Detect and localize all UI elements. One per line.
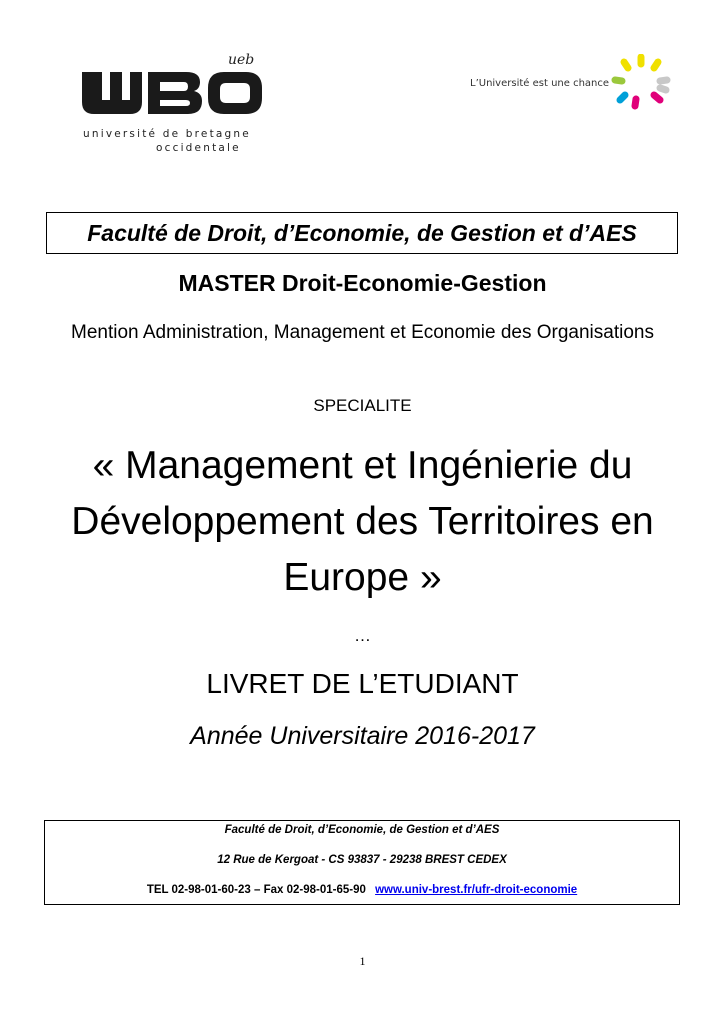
page-number: 1 <box>359 954 366 968</box>
contact-phone-fax: TEL 02-98-01-60-23 – Fax 02-98-01-65-90 <box>146 884 366 896</box>
livret-title: LIVRET DE L’ETUDIANT <box>206 668 519 699</box>
specialite-label: SPECIALITE <box>313 396 412 415</box>
wbo-subtitle-line2: occidentale <box>156 142 241 154</box>
faculty-header: Faculté de Droit, d’Economie, de Gestion et d’AES <box>46 212 678 254</box>
main-title: « Management et Ingénierie du Développement des Territoires en Europe » <box>71 444 654 599</box>
university-tagline: L’Université est une chance <box>470 78 610 89</box>
contact-box <box>44 820 680 905</box>
academic-year: Année Universitaire 2016-2017 <box>190 722 535 750</box>
ellipsis: … <box>354 626 371 645</box>
contact-address: 12 Rue de Kergoat - CS 93837 - 29238 BREST CEDEX <box>217 854 507 866</box>
master-title: MASTER Droit-Economie-Gestion <box>178 270 547 296</box>
ueb-mark: ueb <box>228 52 255 68</box>
mention-text: Mention Administration, Management et Economie des Organisations <box>71 322 654 343</box>
wbo-subtitle-line1: université de bretagne <box>83 128 251 140</box>
contact-phone-line <box>45 884 679 896</box>
wbo-logo-mark <box>78 58 268 128</box>
website-link[interactable]: www.univ-brest.fr/ufr-droit-economie <box>375 884 578 896</box>
contact-faculty: Faculté de Droit, d’Economie, de Gestion et d’AES <box>224 824 500 836</box>
wbo-logo <box>78 52 268 158</box>
sun-logo-icon <box>610 54 672 112</box>
